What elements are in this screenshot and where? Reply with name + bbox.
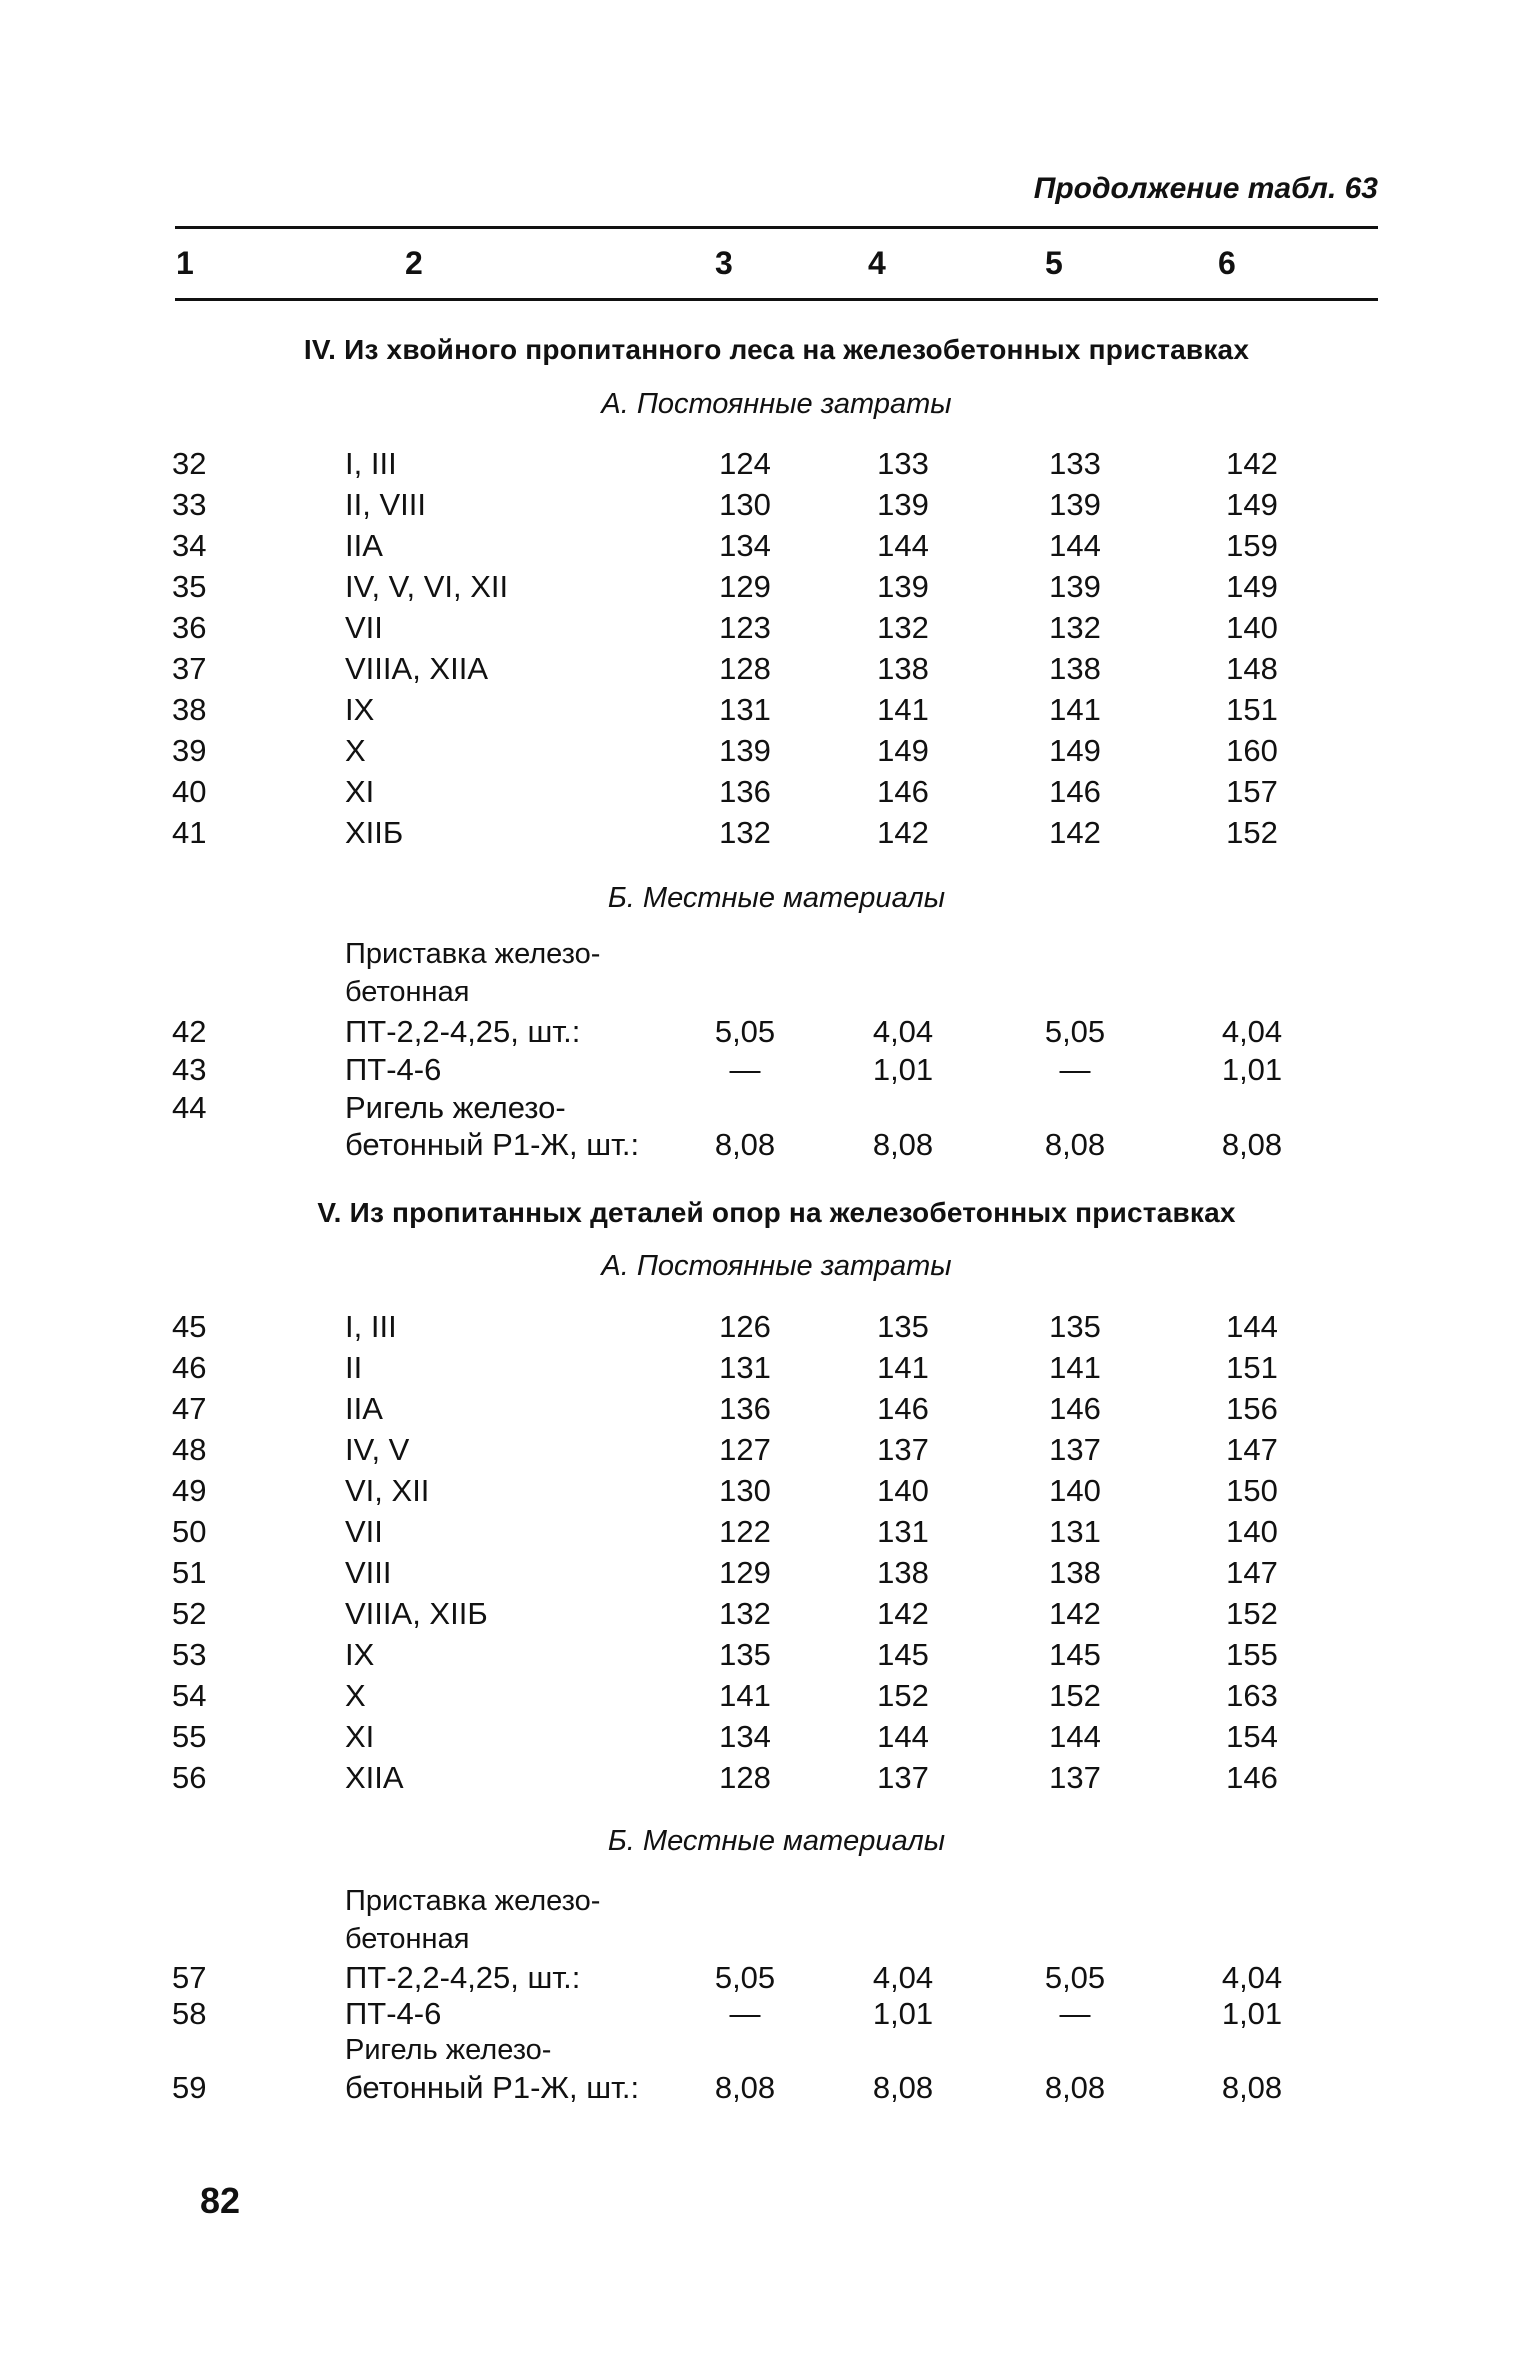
cell-col-5: 140: [1049, 1473, 1101, 1508]
item-prefix-line: Ригель железо-: [345, 2034, 552, 2066]
cell-col-3: 134: [719, 528, 771, 563]
cell-col-6: 149: [1226, 487, 1278, 522]
table-row: [0, 1960, 1535, 2000]
row-number: 37: [172, 651, 207, 686]
row-number: 43: [172, 1052, 207, 1087]
cell-col-4: 1,01: [872, 1996, 934, 2031]
cell-col-5: 152: [1049, 1678, 1101, 1713]
table-row: [0, 569, 1535, 609]
table-row: [0, 1637, 1535, 1677]
table-row: [0, 1473, 1535, 1513]
cell-col-3: —: [729, 1996, 761, 2031]
row-name: ПТ-2,2-4,25, шт.:: [345, 1960, 581, 1995]
cell-col-5: —: [1059, 1052, 1091, 1087]
page-number: 82: [200, 2180, 241, 2221]
cell-col-4: 141: [877, 692, 929, 727]
row-name: Ригель железо-: [345, 1090, 566, 1125]
row-name: IX: [345, 1637, 375, 1672]
cell-col-3: —: [729, 1052, 761, 1087]
table-row: [0, 1350, 1535, 1390]
row-name: VI, XII: [345, 1473, 430, 1508]
cell-col-5: 141: [1049, 692, 1101, 727]
cell-col-5: 145: [1049, 1637, 1101, 1672]
row-number: 42: [172, 1014, 207, 1049]
row-number: 59: [172, 2070, 207, 2105]
cell-col-4: 139: [877, 487, 929, 522]
cell-col-5: 139: [1049, 569, 1101, 604]
item-prefix-line: Приставка железо-: [345, 1885, 601, 1917]
table-row: [0, 610, 1535, 650]
cell-col-5: 137: [1049, 1432, 1101, 1467]
table-row: [0, 1127, 1535, 1167]
row-number: 58: [172, 1996, 207, 2031]
section-title-v: V. Из пропитанных деталей опор на железобетонных приставках: [317, 1197, 1236, 1228]
row-number: 53: [172, 1637, 207, 1672]
cell-col-5: 146: [1049, 1391, 1101, 1426]
table-row: [0, 692, 1535, 732]
cell-col-4: 139: [877, 569, 929, 604]
cell-col-5: —: [1059, 1996, 1091, 2031]
row-number: 50: [172, 1514, 207, 1549]
item-prefix-line: бетонная: [345, 976, 470, 1008]
cell-col-3: 141: [719, 1678, 771, 1713]
table-row: [0, 1596, 1535, 1636]
cell-col-6: 151: [1226, 1350, 1278, 1385]
cell-col-4: 8,08: [872, 1127, 934, 1162]
cell-col-5: 142: [1049, 1596, 1101, 1631]
row-number: 44: [172, 1090, 207, 1125]
cell-col-6: 140: [1226, 1514, 1278, 1549]
cell-col-4: 137: [877, 1432, 929, 1467]
row-number: 41: [172, 815, 207, 850]
cell-col-4: 142: [877, 815, 929, 850]
cell-col-4: 149: [877, 733, 929, 768]
cell-col-6: 146: [1226, 1760, 1278, 1795]
table-row: [0, 1090, 1535, 1130]
table-row: [0, 528, 1535, 568]
cell-col-4: 131: [877, 1514, 929, 1549]
cell-col-6: 147: [1226, 1432, 1278, 1467]
cell-col-3: 136: [719, 1391, 771, 1426]
cell-col-5: 5,05: [1044, 1960, 1106, 1995]
cell-col-5: 137: [1049, 1760, 1101, 1795]
table-row: [0, 1309, 1535, 1349]
row-name: II: [345, 1350, 363, 1385]
cell-col-6: 152: [1226, 815, 1278, 850]
column-header-5: 5: [1045, 245, 1063, 281]
row-name: X: [345, 1678, 366, 1713]
row-name: IX: [345, 692, 375, 727]
cell-col-6: 157: [1226, 774, 1278, 809]
row-name: бетонный Р1-Ж, шт.:: [345, 2070, 640, 2105]
cell-col-3: 122: [719, 1514, 771, 1549]
cell-col-3: 128: [719, 651, 771, 686]
row-number: 40: [172, 774, 207, 809]
cell-col-5: 138: [1049, 651, 1101, 686]
row-name: IIА: [345, 528, 383, 563]
cell-col-5: 146: [1049, 774, 1101, 809]
cell-col-5: 133: [1049, 446, 1101, 481]
cell-col-5: 142: [1049, 815, 1101, 850]
table-row: [0, 651, 1535, 691]
table-row: [0, 1719, 1535, 1759]
row-number: 34: [172, 528, 207, 563]
cell-col-3: 132: [719, 815, 771, 850]
cell-col-4: 135: [877, 1309, 929, 1344]
cell-col-6: 144: [1226, 1309, 1278, 1344]
cell-col-4: 4,04: [872, 1960, 934, 1995]
table-row: [0, 1391, 1535, 1431]
cell-col-3: 126: [719, 1309, 771, 1344]
row-name: XIIА: [345, 1760, 404, 1795]
column-header-2: 2: [405, 245, 423, 281]
cell-col-4: 146: [877, 774, 929, 809]
cell-col-5: 5,05: [1044, 1014, 1106, 1049]
subsection-title-iv-b: Б. Местные материалы: [607, 882, 946, 914]
row-name: X: [345, 733, 366, 768]
cell-col-4: 145: [877, 1637, 929, 1672]
cell-col-6: 1,01: [1221, 1052, 1283, 1087]
cell-col-6: 149: [1226, 569, 1278, 604]
row-number: 54: [172, 1678, 207, 1713]
row-name: VII: [345, 610, 383, 645]
cell-col-6: 4,04: [1221, 1960, 1283, 1995]
header-top-rule: [175, 226, 1378, 229]
table-row: [0, 1678, 1535, 1718]
table-row: [0, 815, 1535, 855]
cell-col-3: 131: [719, 692, 771, 727]
row-name: IV, V, VI, XII: [345, 569, 509, 604]
cell-col-3: 5,05: [714, 1960, 776, 1995]
row-name: IIА: [345, 1391, 383, 1426]
row-number: 33: [172, 487, 207, 522]
table-row: [0, 774, 1535, 814]
table-continuation-label: Продолжение табл. 63: [1033, 172, 1378, 205]
cell-col-4: 137: [877, 1760, 929, 1795]
table-row: [0, 1052, 1535, 1092]
cell-col-3: 134: [719, 1719, 771, 1754]
cell-col-5: 144: [1049, 528, 1101, 563]
cell-col-6: 150: [1226, 1473, 1278, 1508]
table-row: [0, 1514, 1535, 1554]
cell-col-4: 133: [877, 446, 929, 481]
row-name: VII: [345, 1514, 383, 1549]
table-row: [0, 1432, 1535, 1472]
cell-col-3: 135: [719, 1637, 771, 1672]
table-row: [0, 1014, 1535, 1054]
row-number: 47: [172, 1391, 207, 1426]
cell-col-6: 163: [1226, 1678, 1278, 1713]
cell-col-3: 132: [719, 1596, 771, 1631]
column-header-1: 1: [176, 245, 194, 281]
table-row: [0, 487, 1535, 527]
cell-col-3: 139: [719, 733, 771, 768]
row-number: 52: [172, 1596, 207, 1631]
row-name: ПТ-4-6: [345, 1052, 442, 1087]
cell-col-5: 139: [1049, 487, 1101, 522]
table-row: [0, 446, 1535, 486]
cell-col-5: 138: [1049, 1555, 1101, 1590]
cell-col-5: 141: [1049, 1350, 1101, 1385]
header-bottom-rule: [175, 298, 1378, 301]
cell-col-6: 1,01: [1221, 1996, 1283, 2031]
cell-col-6: 155: [1226, 1637, 1278, 1672]
cell-col-6: 152: [1226, 1596, 1278, 1631]
cell-col-3: 127: [719, 1432, 771, 1467]
cell-col-5: 132: [1049, 610, 1101, 645]
row-name: ПТ-2,2-4,25, шт.:: [345, 1014, 581, 1049]
cell-col-3: 129: [719, 1555, 771, 1590]
cell-col-4: 140: [877, 1473, 929, 1508]
section-title-iv: IV. Из хвойного пропитанного леса на железобетонных приставках: [303, 334, 1250, 365]
row-number: 35: [172, 569, 207, 604]
row-number: 48: [172, 1432, 207, 1467]
cell-col-4: 144: [877, 1719, 929, 1754]
row-name: ПТ-4-6: [345, 1996, 442, 2031]
row-number: 32: [172, 446, 207, 481]
cell-col-5: 8,08: [1044, 1127, 1106, 1162]
row-number: 38: [172, 692, 207, 727]
cell-col-3: 5,05: [714, 1014, 776, 1049]
cell-col-4: 141: [877, 1350, 929, 1385]
row-name: I, III: [345, 446, 397, 481]
row-name: бетонный Р1-Ж, шт.:: [345, 1127, 640, 1162]
cell-col-4: 146: [877, 1391, 929, 1426]
cell-col-6: 142: [1226, 446, 1278, 481]
row-name: XI: [345, 1719, 375, 1754]
subsection-title-v-a: А. Постоянные затраты: [601, 1250, 952, 1282]
row-number: 51: [172, 1555, 207, 1590]
cell-col-3: 124: [719, 446, 771, 481]
cell-col-4: 152: [877, 1678, 929, 1713]
cell-col-6: 151: [1226, 692, 1278, 727]
column-header-3: 3: [715, 245, 733, 281]
cell-col-5: 8,08: [1044, 2070, 1106, 2105]
row-number: 55: [172, 1719, 207, 1754]
row-name: IV, V: [345, 1432, 410, 1467]
table-row: [0, 1996, 1535, 2036]
row-name: XIIБ: [345, 815, 404, 850]
cell-col-3: 130: [719, 487, 771, 522]
row-name: XI: [345, 774, 375, 809]
cell-col-5: 149: [1049, 733, 1101, 768]
cell-col-5: 131: [1049, 1514, 1101, 1549]
cell-col-6: 8,08: [1221, 1127, 1283, 1162]
cell-col-3: 131: [719, 1350, 771, 1385]
cell-col-6: 8,08: [1221, 2070, 1283, 2105]
cell-col-4: 138: [877, 651, 929, 686]
row-name: II, VIII: [345, 487, 426, 522]
subsection-title-v-b: Б. Местные материалы: [607, 1825, 946, 1857]
table-row: [0, 733, 1535, 773]
cell-col-6: 4,04: [1221, 1014, 1283, 1049]
cell-col-3: 130: [719, 1473, 771, 1508]
table-row: [0, 1555, 1535, 1595]
cell-col-4: 138: [877, 1555, 929, 1590]
cell-col-3: 128: [719, 1760, 771, 1795]
column-header-6: 6: [1218, 245, 1236, 281]
cell-col-5: 144: [1049, 1719, 1101, 1754]
table-row: [0, 2070, 1535, 2110]
cell-col-6: 160: [1226, 733, 1278, 768]
row-number: 39: [172, 733, 207, 768]
cell-col-4: 132: [877, 610, 929, 645]
cell-col-4: 144: [877, 528, 929, 563]
row-number: 57: [172, 1960, 207, 1995]
cell-col-6: 159: [1226, 528, 1278, 563]
item-prefix-line: бетонная: [345, 1923, 470, 1955]
cell-col-4: 142: [877, 1596, 929, 1631]
cell-col-3: 8,08: [714, 1127, 776, 1162]
column-header-4: 4: [868, 245, 886, 281]
table-row: [0, 1760, 1535, 1800]
cell-col-4: 4,04: [872, 1014, 934, 1049]
cell-col-4: 1,01: [872, 1052, 934, 1087]
row-name: VIIIА, XIIБ: [345, 1596, 488, 1631]
cell-col-3: 136: [719, 774, 771, 809]
cell-col-6: 140: [1226, 610, 1278, 645]
row-name: I, III: [345, 1309, 397, 1344]
row-number: 45: [172, 1309, 207, 1344]
cell-col-3: 123: [719, 610, 771, 645]
cell-col-4: 8,08: [872, 2070, 934, 2105]
row-name: VIII: [345, 1555, 392, 1590]
row-number: 36: [172, 610, 207, 645]
cell-col-3: 129: [719, 569, 771, 604]
cell-col-5: 135: [1049, 1309, 1101, 1344]
cell-col-6: 156: [1226, 1391, 1278, 1426]
cell-col-6: 147: [1226, 1555, 1278, 1590]
row-number: 46: [172, 1350, 207, 1385]
row-number: 49: [172, 1473, 207, 1508]
cell-col-3: 8,08: [714, 2070, 776, 2105]
item-prefix-line: Приставка железо-: [345, 938, 601, 970]
subsection-title-iv-a: А. Постоянные затраты: [601, 388, 952, 420]
row-name: VIIIА, XIIА: [345, 651, 488, 686]
cell-col-6: 148: [1226, 651, 1278, 686]
cell-col-6: 154: [1226, 1719, 1278, 1754]
row-number: 56: [172, 1760, 207, 1795]
